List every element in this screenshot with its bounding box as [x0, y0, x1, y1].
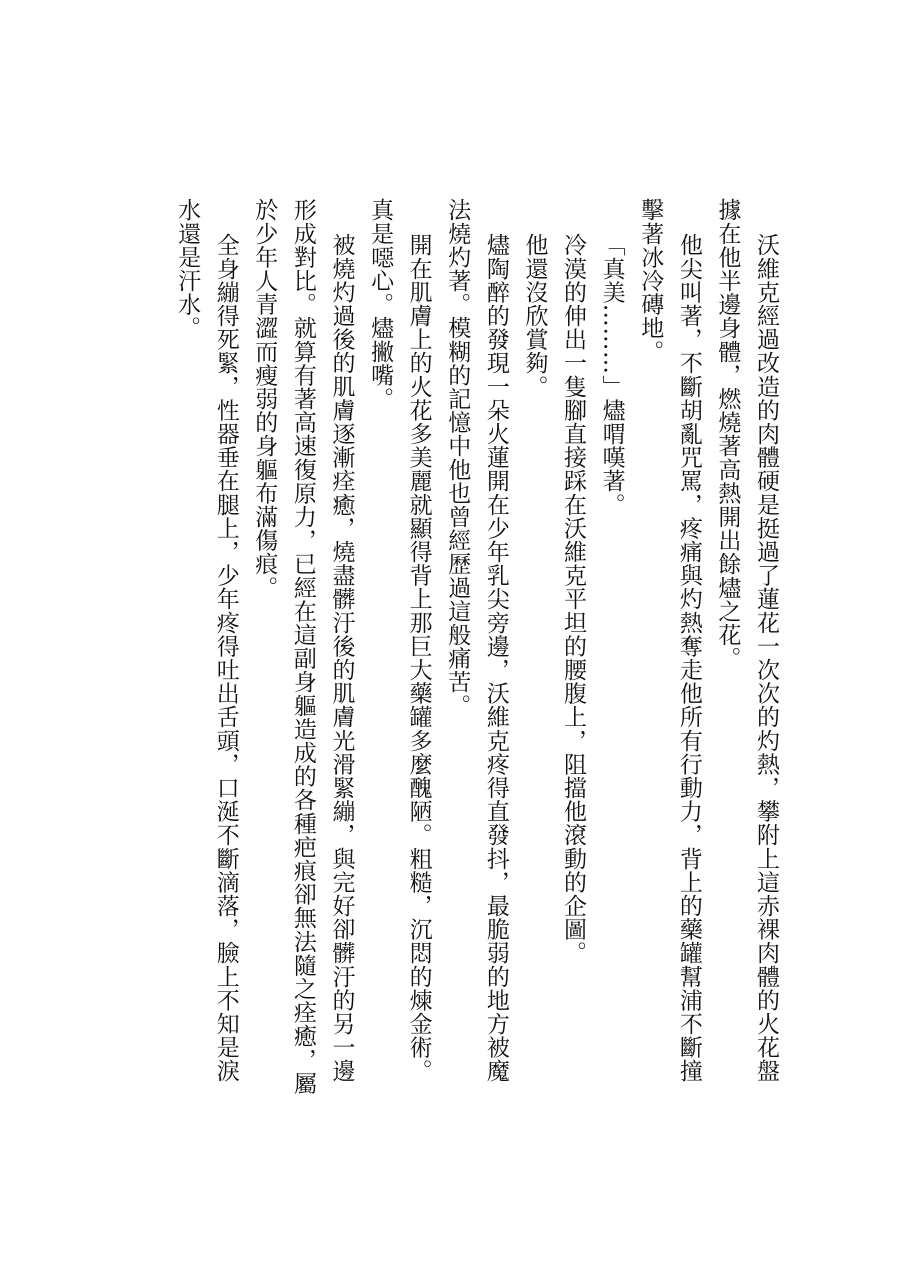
paragraph-6: 燼陶醉的發現一朵火蓮開在少年乳尖旁邊，沃維克疼得直發抖，最脆弱的地方被魔法燒灼著。模糊的記憶中他也曾經歷過這般痛苦。 [444, 198, 509, 1083]
vertical-text-body [168, 198, 786, 1098]
paragraph-2: 他尖叫著，不斷胡亂咒罵，疼痛與灼熱奪走他所有行動力，背上的藥罐幫浦不斷撞擊著冰冷磚地。 [637, 198, 702, 1083]
paragraph-4: 冷漠的伸出一隻腳直接踩在沃維克平坦的腰腹上，阻擋他滾動的企圖。 [560, 232, 587, 965]
paragraph-8: 被燒灼過後的肌膚逐漸痊癒，燒盡髒汙後的肌膚光滑緊繃，與完好卻髒汙的另一邊形成對比。就算有著高速復原力，已經在這副身軀造成的各種疤痕卻無法隨之痊癒，屬於少年人青澀而瘦弱的身軀布滿傷痕。 [251, 198, 355, 1095]
paragraph-5: 他還沒欣賞夠。 [521, 232, 548, 398]
paragraph-3: 「真美………」燼喟嘆著。 [598, 232, 625, 516]
paragraph-9: 全身繃得死緊，性器垂在腿上，少年疼得吐出舌頭，口涎不斷滴落，臉上不知是淚水還是汗水。 [174, 198, 239, 1083]
paragraph-1: 沃維克經過改造的肉體硬是挺過了蓮花一次次的灼熱，攀附上這赤裸肉體的火花盤據在他半邊身體，燃燒著高熱開出餘燼之花。 [714, 198, 779, 1083]
paragraph-7: 開在肌膚上的火花多美麗就顯得背上那巨大藥罐多麼醜陋。粗糙，沉悶的煉金術。真是噁心。燼撇嘴。 [367, 198, 432, 1083]
